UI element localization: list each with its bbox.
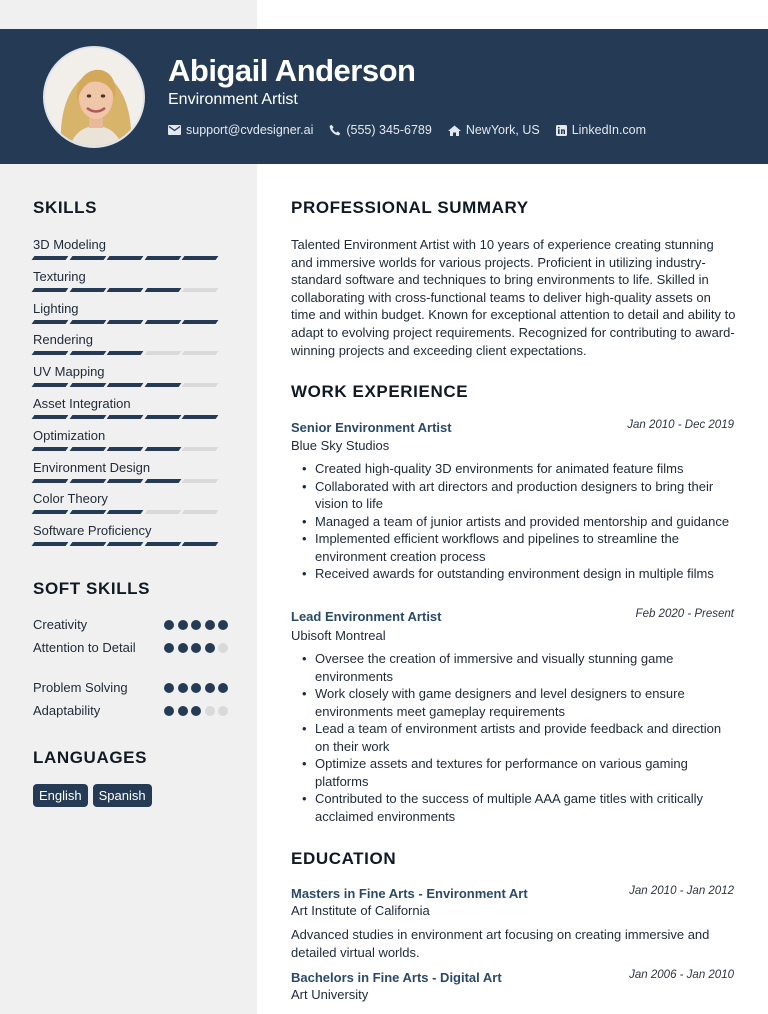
skill-level-segment	[32, 510, 69, 514]
rating-dot	[178, 643, 188, 653]
contact-linkedin[interactable]	[556, 123, 646, 137]
job-company: Blue Sky Studios	[291, 438, 390, 453]
skill-level-segment	[107, 415, 144, 419]
job-bullet: • Received awards for outstanding environment design in multiple films	[315, 565, 735, 583]
skill-level-segment	[144, 415, 181, 419]
rating-dot	[218, 706, 228, 716]
skill-name: Asset Integration	[33, 395, 131, 411]
skill-level-segment	[144, 479, 181, 483]
skill-level-segment	[107, 288, 144, 292]
soft-skill-item	[33, 639, 228, 679]
skill-level-segment	[107, 256, 144, 260]
rating-dot	[205, 706, 215, 716]
skill-level-segment	[144, 542, 181, 546]
rating-dot	[205, 683, 215, 693]
skill-level-segment	[107, 510, 144, 514]
rating-dot	[178, 620, 188, 630]
rating-dot	[218, 620, 228, 630]
home-icon	[448, 125, 461, 136]
skill-name: Software Proficiency	[33, 523, 152, 539]
skill-level-segment	[69, 383, 106, 387]
skill-level-bar	[33, 351, 225, 355]
skill-name: Rendering	[33, 332, 93, 348]
job-bullet: • Optimize assets and textures for performance on various gaming platforms	[315, 755, 735, 790]
job-bullet: • Collaborated with art directors and production designers to bring their vision to life	[315, 478, 735, 513]
profile-photo	[45, 48, 145, 148]
skill-level-bar	[33, 256, 225, 260]
summary-heading: PROFESSIONAL SUMMARY	[291, 198, 529, 217]
rating-dot	[205, 643, 215, 653]
linkedin-icon	[556, 125, 567, 136]
skill-level-segment	[144, 510, 181, 514]
skill-level-segment	[32, 415, 69, 419]
soft-skill-name: Problem Solving	[33, 680, 128, 695]
education-degree: Masters in Fine Arts - Environment Art	[291, 886, 528, 901]
skill-item	[33, 236, 225, 268]
skill-level-segment	[107, 383, 144, 387]
contact-phone[interactable]	[329, 123, 431, 137]
skill-name: Optimization	[33, 427, 106, 443]
job-bullet: • Managed a team of junior artists and provided mentorship and guidance	[315, 513, 735, 531]
languages-heading: LANGUAGES	[33, 748, 148, 767]
summary-text: Talented Environment Artist with 10 years of experience creating stunning and immersive worlds for various projects. Proficient in utilizing industry-standard software and techniques to bring environments to life. Skilled in collaborating with cross-functional teams to deliver high-quality assets on time and within budget. Known for exceptional attention to detail and ability to adapt to evolving project requirements. Recognized for contributing to award-winning projects and exceeding client expectations.	[291, 237, 736, 358]
job-bullet: • Contributed to the success of multiple AAA game titles with critically acclaimed environments	[315, 790, 735, 825]
skill-level-bar	[33, 383, 225, 387]
skill-name: Color Theory	[33, 491, 108, 507]
soft-skill-rating	[161, 620, 229, 630]
skill-level-segment	[69, 320, 106, 324]
skill-level-bar	[33, 320, 225, 324]
rating-dot	[191, 706, 201, 716]
skill-level-segment	[144, 447, 181, 451]
education-school: Art Institute of California	[291, 903, 430, 918]
job-bullet: • Implemented efficient workflows and pipelines to streamline the environment creation process	[315, 530, 735, 565]
soft-skills-heading: SOFT SKILLS	[33, 579, 151, 598]
soft-skill-rating	[161, 706, 229, 716]
skill-level-bar	[33, 510, 225, 514]
skill-item	[33, 300, 225, 332]
skill-level-bar	[33, 415, 225, 419]
skill-level-segment	[69, 256, 106, 260]
skill-level-bar	[33, 288, 225, 292]
language-tag: English	[33, 784, 88, 807]
job-company: Ubisoft Montreal	[291, 628, 386, 643]
skill-item	[33, 427, 225, 459]
job-title: Lead Environment Artist	[291, 609, 442, 624]
contact-location-text: NewYork, US	[465, 123, 540, 137]
skill-item	[33, 459, 225, 491]
language-tag: Spanish	[93, 784, 152, 807]
skills-list	[33, 236, 225, 554]
soft-skill-item	[33, 679, 228, 702]
skill-name: 3D Modeling	[33, 237, 106, 252]
soft-skill-item	[33, 616, 228, 639]
candidate-title: Environment Artist	[168, 91, 298, 108]
soft-skills-list	[33, 616, 228, 725]
rating-dot	[218, 643, 228, 653]
skill-level-bar	[33, 542, 225, 546]
rating-dot	[178, 683, 188, 693]
skill-level-segment	[107, 542, 144, 546]
skill-level-segment	[69, 479, 106, 483]
skill-item	[33, 331, 225, 363]
rating-dot	[191, 620, 201, 630]
avatar	[43, 46, 145, 148]
skill-level-segment	[69, 542, 106, 546]
contact-row	[168, 123, 662, 137]
rating-dot	[164, 620, 174, 630]
skill-level-segment	[69, 351, 106, 355]
contact-location	[448, 123, 540, 137]
skill-level-segment	[32, 383, 69, 387]
skill-level-bar	[33, 447, 225, 451]
job-bullets	[315, 460, 735, 583]
skill-level-segment	[107, 351, 144, 355]
experience-heading: WORK EXPERIENCE	[291, 382, 469, 401]
skill-level-segment	[69, 288, 106, 292]
skill-level-segment	[32, 542, 69, 546]
soft-skill-name: Adaptability	[33, 703, 101, 718]
job-bullet: • Created high-quality 3D environments for animated feature films	[315, 460, 735, 478]
skill-level-bar	[33, 479, 225, 483]
skill-level-segment	[182, 542, 219, 546]
skill-level-segment	[182, 479, 219, 483]
soft-skill-rating	[161, 643, 229, 653]
education-heading: EDUCATION	[291, 849, 397, 868]
education-dates: Jan 2006 - Jan 2010	[629, 969, 734, 981]
skill-level-segment	[144, 256, 181, 260]
skill-name: Lighting	[33, 300, 79, 316]
skill-level-segment	[69, 415, 106, 419]
skill-level-segment	[144, 351, 181, 355]
skill-item	[33, 522, 225, 554]
skill-level-segment	[182, 288, 219, 292]
skill-level-segment	[32, 288, 69, 292]
skill-name: UV Mapping	[33, 364, 105, 380]
candidate-name: Abigail Anderson	[168, 53, 416, 88]
rating-dot	[178, 706, 188, 716]
contact-email[interactable]	[168, 123, 313, 137]
rating-dot	[191, 643, 201, 653]
skill-level-segment	[32, 479, 69, 483]
job-bullet: • Lead a team of environment artists and provide feedback and direction on their work	[315, 720, 735, 755]
skill-level-segment	[144, 320, 181, 324]
job-dates: Jan 2010 - Dec 2019	[627, 419, 734, 431]
skill-level-segment	[32, 320, 69, 324]
skill-level-segment	[32, 351, 69, 355]
languages-list	[33, 784, 157, 807]
envelope-icon	[168, 125, 181, 135]
skill-level-segment	[144, 383, 181, 387]
rating-dot	[191, 683, 201, 693]
rating-dot	[164, 643, 174, 653]
rating-dot	[218, 683, 228, 693]
education-dates: Jan 2010 - Jan 2012	[629, 885, 734, 897]
skill-level-segment	[182, 383, 219, 387]
soft-skill-name: Attention to Detail	[33, 640, 136, 655]
job-bullet: • Work closely with game designers and level designers to ensure environments meet gameplay requirements	[315, 685, 735, 720]
education-degree: Bachelors in Fine Arts - Digital Art	[291, 970, 502, 985]
skill-level-segment	[182, 351, 219, 355]
skill-level-segment	[32, 447, 69, 451]
skill-level-segment	[32, 256, 69, 260]
skills-heading: SKILLS	[33, 198, 98, 217]
soft-skill-name: Creativity	[33, 617, 88, 632]
contact-email-text: support@cvdesigner.ai	[186, 123, 314, 137]
job-title: Senior Environment Artist	[291, 420, 452, 435]
skill-level-segment	[144, 288, 181, 292]
skill-level-segment	[69, 447, 106, 451]
skill-level-segment	[182, 447, 219, 451]
skill-level-segment	[182, 320, 219, 324]
skill-item	[33, 268, 225, 300]
skill-level-segment	[182, 510, 219, 514]
skill-level-segment	[107, 447, 144, 451]
contact-phone-text: (555) 345-6789	[346, 123, 432, 137]
skill-name: Texturing	[33, 268, 86, 284]
skill-item	[33, 490, 225, 522]
skill-item	[33, 363, 225, 395]
rating-dot	[164, 683, 174, 693]
education-description: Advanced studies in environment art focusing on creating immersive and detailed virtual worlds.	[291, 927, 710, 960]
job-dates: Feb 2020 - Present	[635, 608, 734, 620]
job-bullets	[315, 650, 735, 825]
skill-name: Environment Design	[33, 459, 151, 475]
rating-dot	[205, 620, 215, 630]
education-school: Art University	[291, 987, 369, 1002]
skill-level-segment	[107, 479, 144, 483]
skill-level-segment	[182, 415, 219, 419]
skill-level-segment	[69, 510, 106, 514]
skill-level-segment	[107, 320, 144, 324]
job-bullet: • Oversee the creation of immersive and visually stunning game environments	[315, 650, 735, 685]
skill-item	[33, 395, 225, 427]
phone-icon	[329, 124, 341, 136]
soft-skill-rating	[161, 683, 229, 693]
rating-dot	[164, 706, 174, 716]
contact-linkedin-text: LinkedIn.com	[571, 123, 647, 137]
soft-skill-item	[33, 702, 228, 725]
skill-level-segment	[182, 256, 219, 260]
